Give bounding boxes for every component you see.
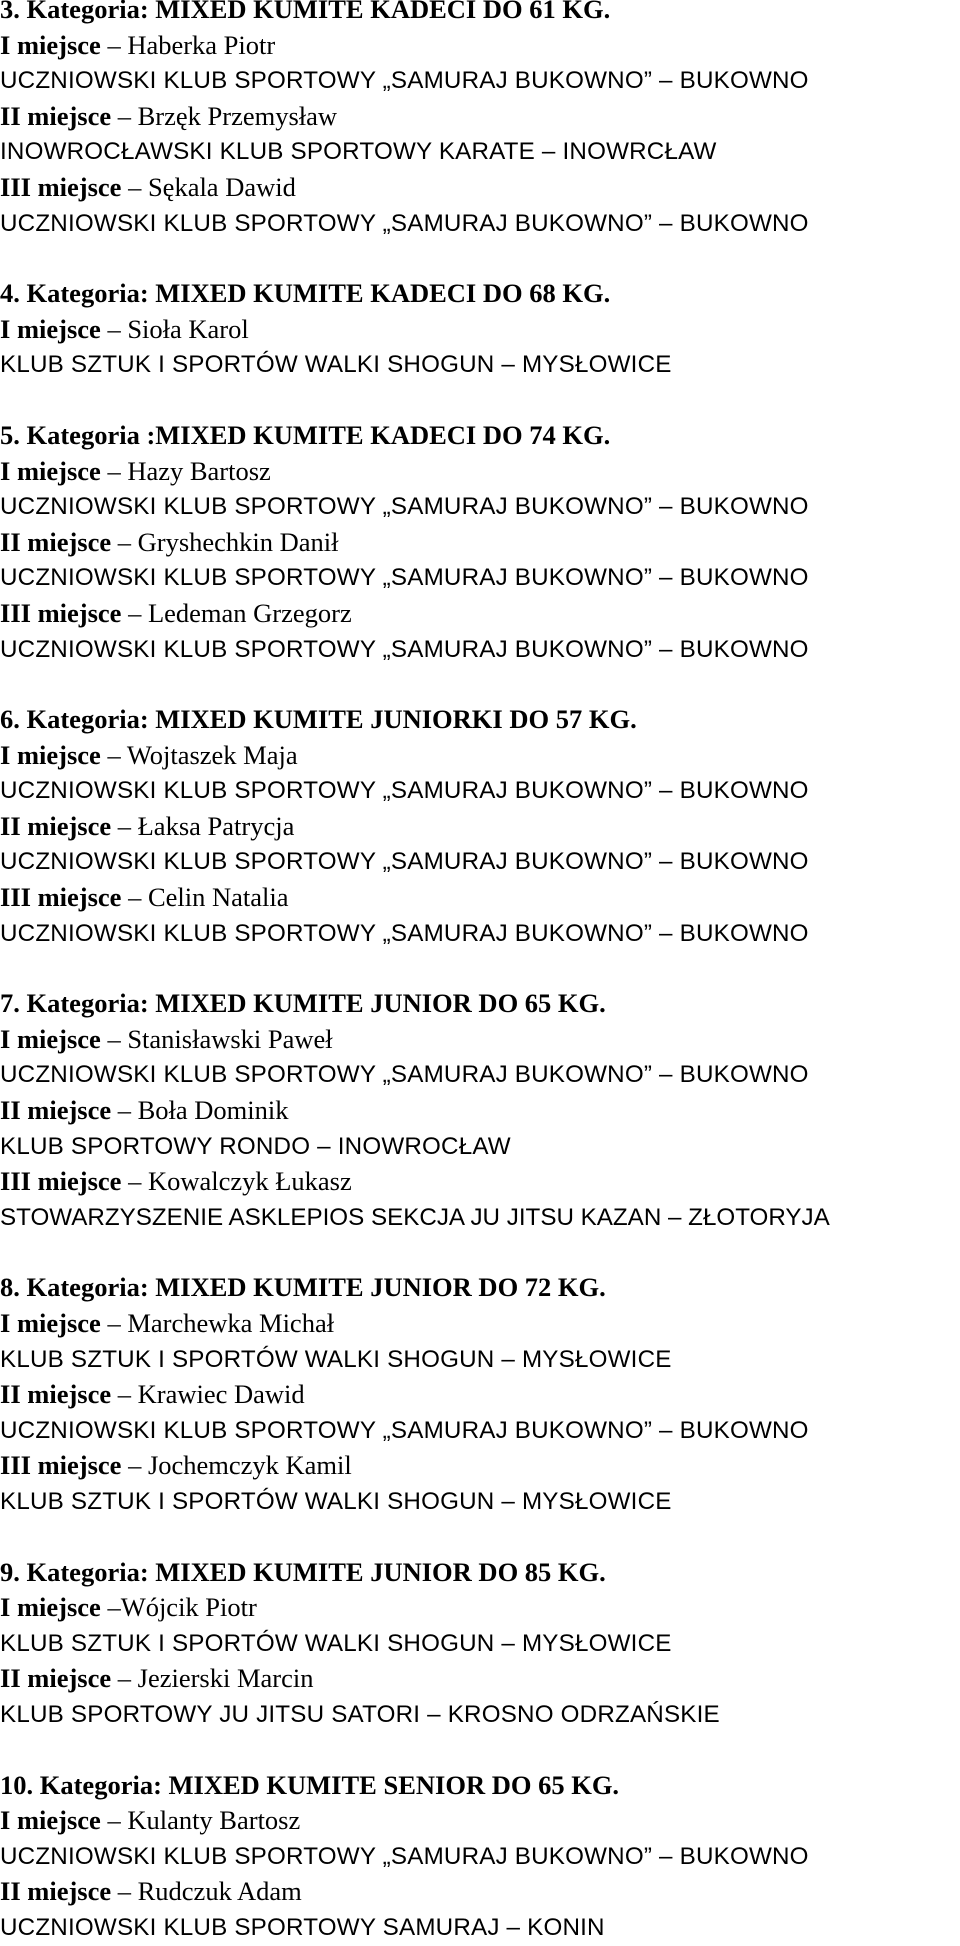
club-name: UCZNIOWSKI KLUB SPORTOWY „SAMURAJ BUKOWNO” – BUKOWNO — [0, 493, 809, 521]
category-heading: 9. Kategoria: MIXED KUMITE JUNIOR DO 85 KG. — [0, 1556, 606, 1587]
competitor-name: – Sioła Karol — [107, 313, 249, 344]
competitor-name: – Stanisławski Paweł — [107, 1023, 333, 1054]
competitor-name: – Ledeman Grzegorz — [128, 597, 352, 628]
category-section — [0, 1555, 960, 1733]
placement-line — [0, 1448, 960, 1484]
place-label: II miejsce — [0, 810, 112, 841]
category-heading: 8. Kategoria: MIXED KUMITE JUNIOR DO 72 KG. — [0, 1272, 606, 1303]
club-name: KLUB SZTUK I SPORTÓW WALKI SHOGUN – MYSŁOWICE — [0, 1345, 672, 1373]
place-label: III miejsce — [0, 1166, 122, 1197]
competitor-name: – Brzęk Przemysław — [117, 100, 338, 131]
club-name: UCZNIOWSKI KLUB SPORTOWY „SAMURAJ BUKOWNO” – BUKOWNO — [0, 919, 809, 947]
category-section — [0, 702, 960, 951]
competitor-name: – Hazy Bartosz — [107, 455, 271, 486]
placement-line — [0, 312, 960, 348]
place-label: II miejsce — [0, 526, 112, 557]
category-section — [0, 0, 960, 241]
club-name: UCZNIOWSKI KLUB SPORTOWY SAMURAJ – KONIN — [0, 1913, 605, 1941]
club-name: STOWARZYSZENIE ASKLEPIOS SEKCJA JU JITSU KAZAN – ZŁOTORYJA — [0, 1203, 830, 1231]
placement-line — [0, 454, 960, 490]
placement-line — [0, 1590, 960, 1626]
placement-line — [0, 1661, 960, 1697]
place-label: III miejsce — [0, 882, 122, 913]
club-name: KLUB SZTUK I SPORTÓW WALKI SHOGUN – MYSŁOWICE — [0, 1487, 672, 1515]
placement-line — [0, 1093, 960, 1129]
place-label: I miejsce — [0, 1805, 101, 1836]
club-name: KLUB SZTUK I SPORTÓW WALKI SHOGUN – MYSŁOWICE — [0, 351, 672, 379]
category-heading: 7. Kategoria: MIXED KUMITE JUNIOR DO 65 KG. — [0, 988, 606, 1019]
competitor-name: – Sękala Dawid — [128, 171, 296, 202]
placement-line — [0, 1377, 960, 1413]
place-label: III miejsce — [0, 171, 122, 202]
competitor-name: – Wojtaszek Maja — [107, 739, 298, 770]
club-name: UCZNIOWSKI KLUB SPORTOWY „SAMURAJ BUKOWNO” – BUKOWNO — [0, 67, 809, 95]
placement-line — [0, 1803, 960, 1839]
competitor-name: – Kowalczyk Łukasz — [128, 1166, 352, 1197]
club-name: KLUB SPORTOWY RONDO – INOWROCŁAW — [0, 1132, 511, 1160]
category-section — [0, 1270, 960, 1519]
place-label: I miejsce — [0, 1592, 101, 1623]
placement-line — [0, 809, 960, 845]
place-label: II miejsce — [0, 1095, 112, 1126]
club-name: UCZNIOWSKI KLUB SPORTOWY „SAMURAJ BUKOWNO” – BUKOWNO — [0, 1842, 809, 1870]
place-label: II miejsce — [0, 100, 112, 131]
placement-line — [0, 738, 960, 774]
competitor-name: – Łaksa Patrycja — [117, 810, 295, 841]
category-heading: 6. Kategoria: MIXED KUMITE JUNIORKI DO 57 KG. — [0, 704, 637, 735]
place-label: II miejsce — [0, 1663, 112, 1694]
placement-line — [0, 99, 960, 135]
competitor-name: – Boła Dominik — [117, 1095, 289, 1126]
club-name: KLUB SPORTOWY JU JITSU SATORI – KROSNO ODRZAŃSKIE — [0, 1700, 720, 1728]
competitor-name: – Krawiec Dawid — [117, 1379, 305, 1410]
place-label: III miejsce — [0, 597, 122, 628]
placement-line — [0, 170, 960, 206]
competitor-name: – Celin Natalia — [128, 882, 289, 913]
category-section — [0, 1768, 960, 1946]
club-name: UCZNIOWSKI KLUB SPORTOWY „SAMURAJ BUKOWNO” – BUKOWNO — [0, 777, 809, 805]
placement-line — [0, 525, 960, 561]
club-name: UCZNIOWSKI KLUB SPORTOWY „SAMURAJ BUKOWNO” – BUKOWNO — [0, 564, 809, 592]
place-label: I miejsce — [0, 455, 101, 486]
category-section — [0, 418, 960, 667]
place-label: I miejsce — [0, 29, 101, 60]
placement-line — [0, 1164, 960, 1200]
placement-line — [0, 1306, 960, 1342]
competitor-name: – Kulanty Bartosz — [107, 1805, 301, 1836]
category-section — [0, 986, 960, 1235]
place-label: II miejsce — [0, 1876, 112, 1907]
competitor-name: – Rudczuk Adam — [117, 1876, 302, 1907]
club-name: UCZNIOWSKI KLUB SPORTOWY „SAMURAJ BUKOWNO” – BUKOWNO — [0, 848, 809, 876]
category-section — [0, 276, 960, 383]
place-label: II miejsce — [0, 1379, 112, 1410]
club-name: INOWROCŁAWSKI KLUB SPORTOWY KARATE – INOWRCŁAW — [0, 138, 717, 166]
place-label: I miejsce — [0, 739, 101, 770]
club-name: UCZNIOWSKI KLUB SPORTOWY „SAMURAJ BUKOWNO” – BUKOWNO — [0, 1416, 809, 1444]
competitor-name: – Haberka Piotr — [107, 29, 276, 60]
club-name: UCZNIOWSKI KLUB SPORTOWY „SAMURAJ BUKOWNO” – BUKOWNO — [0, 1061, 809, 1089]
placement-line — [0, 596, 960, 632]
competitor-name: – Marchewka Michał — [107, 1308, 335, 1338]
place-label: III miejsce — [0, 1450, 122, 1481]
category-heading: 10. Kategoria: MIXED KUMITE SENIOR DO 65 KG. — [0, 1769, 620, 1800]
place-label: I miejsce — [0, 313, 101, 344]
club-name: UCZNIOWSKI KLUB SPORTOWY „SAMURAJ BUKOWNO” – BUKOWNO — [0, 209, 809, 237]
placement-line — [0, 28, 960, 64]
placement-line — [0, 1874, 960, 1910]
placement-line — [0, 880, 960, 916]
placement-line — [0, 1022, 960, 1058]
competitor-name: – Gryshechkin Danił — [117, 526, 339, 557]
place-label: I miejsce — [0, 1023, 101, 1054]
category-heading: 5. Kategoria :MIXED KUMITE KADECI DO 74 KG. — [0, 419, 611, 450]
place-label: I miejsce — [0, 1308, 101, 1338]
competitor-name: – Jezierski Marcin — [117, 1663, 314, 1694]
club-name: KLUB SZTUK I SPORTÓW WALKI SHOGUN – MYSŁOWICE — [0, 1629, 672, 1657]
category-heading: 4. Kategoria: MIXED KUMITE KADECI DO 68 KG. — [0, 278, 611, 309]
competitor-name: – Jochemczyk Kamil — [128, 1450, 352, 1481]
club-name: UCZNIOWSKI KLUB SPORTOWY „SAMURAJ BUKOWNO” – BUKOWNO — [0, 635, 809, 663]
category-heading: 3. Kategoria: MIXED KUMITE KADECI DO 61 KG. — [0, 0, 611, 24]
competitor-name: –Wójcik Piotr — [107, 1592, 257, 1623]
